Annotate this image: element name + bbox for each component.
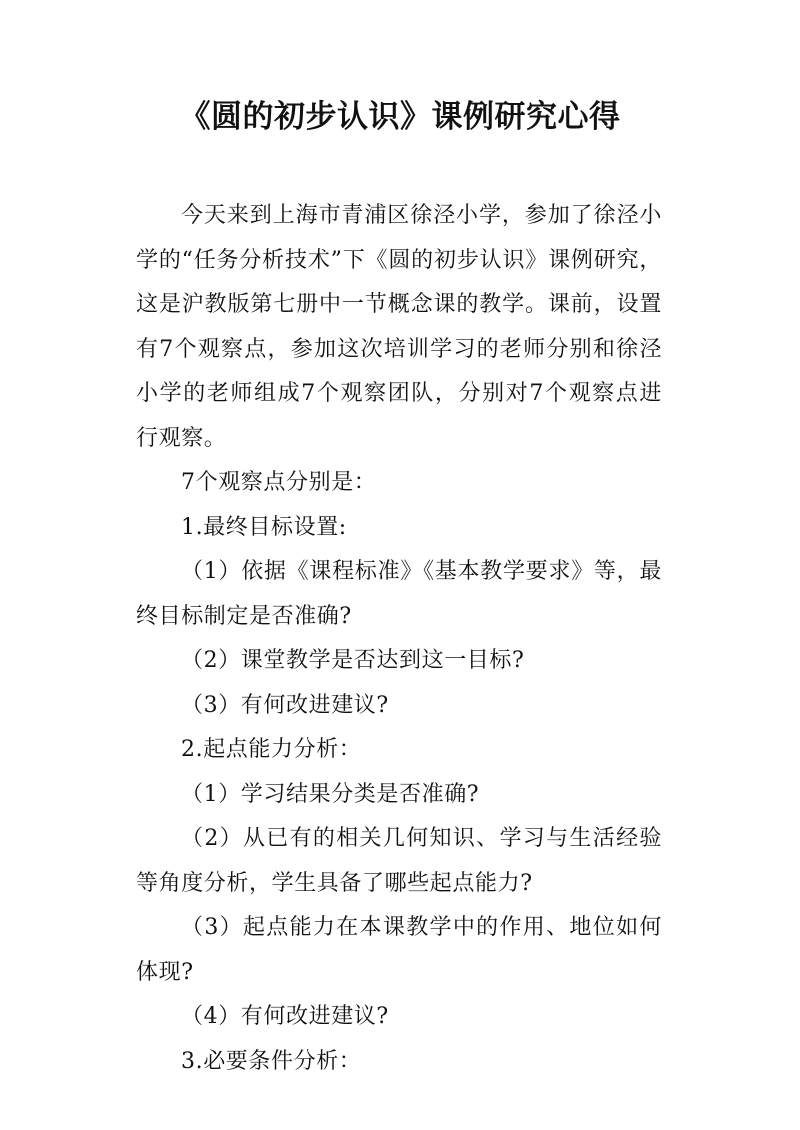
document-title: 《圆的初步认识》课例研究心得 <box>179 99 621 135</box>
observation-points-heading: 7个观察点分别是： <box>181 470 377 495</box>
list-item: （2）从已有的相关几何知识、学习与生活经验等角度分析，学生具备了哪些起点能力? <box>136 826 662 896</box>
document-body <box>136 194 662 1084</box>
section-heading-3: 3.必要条件分析： <box>181 1048 362 1074</box>
section-heading-1: 1.最终目标设置: <box>181 514 347 540</box>
list-item: （4）有何改进建议? <box>181 1004 389 1029</box>
list-item: （1）依据《课程标准》《基本教学要求》等，最终目标制定是否准确? <box>136 559 662 629</box>
list-item: （3）有何改进建议? <box>181 692 389 718</box>
section-heading-2: 2.起点能力分析： <box>181 737 362 762</box>
intro-paragraph: 今天来到上海市青浦区徐泾小学，参加了徐泾小学的“任务分析技术”下《圆的初步认识》课例研究，这是沪教版第七册中一节概念课的教学。课前，设置有7个观察点，参加这次培训学习的老师分别和徐泾小学的老师组成7个观察团队，分别对7个观察点进行观察。 <box>136 203 662 451</box>
list-item: （2）课堂教学是否达到这一目标? <box>181 648 525 673</box>
list-item: （3）起点能力在本课教学中的作用、地位如何体现? <box>136 915 662 985</box>
list-item: （1）学习结果分类是否准确? <box>181 781 480 807</box>
